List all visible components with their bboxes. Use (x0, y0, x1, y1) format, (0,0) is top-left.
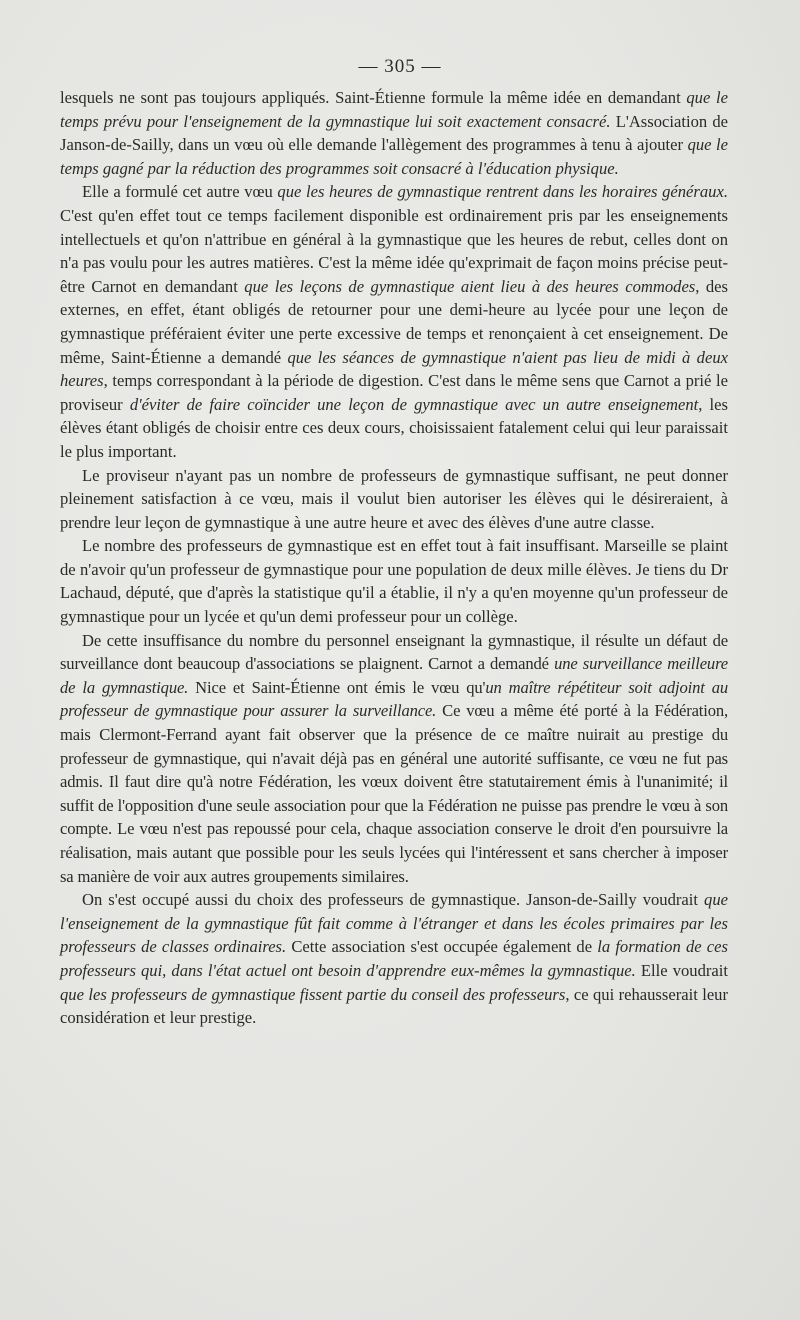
text-run: , ce qui rehausserait leur considération et leur prestige. (60, 984, 729, 1028)
paragraph (60, 464, 728, 535)
text-run: Elle a formulé cet autre vœu (82, 182, 278, 202)
italic-text: que les heures de gymnastique rentrent dans les horaires généraux. (277, 182, 728, 202)
text-run: Le nombre des professeurs de gymnastique est en effet tout à fait insuffisant. Marseille se plaint de n'avoir qu'un professeur de gymnastique pour une population de deux mille élèves. Je tiens du Dr Lachaud, député, que d'après la statistique qu'il a établie, il n'y a qu'en moyenne qu'un professeur de gymnastique pour un lycée et qu'un demi professeur pour un collège. (60, 536, 728, 627)
italic-text: que les leçons de gymnastique aient lieu à des heures commodes (244, 276, 696, 296)
italic-text: que le temps gagné par la réduction des programmes soit consacré à l'éducation physique. (60, 135, 728, 178)
text-run: Ce vœu a même été porté à la Fédération, mais Clermont-Ferrand ayant fait observer que la présence de ce maître nuirait au prestige du professeur de gymnastique, qui n'avait déjà pas en général une autorité suffisante, ce vœu ne fut pas admis. Il faut dire qu'à notre Fédération, les vœux doivent être statutairement émis à l'unanimité; il suffit de l'opposition d'une seule association pour que la Fédération ne puisse pas prendre le vœu à son compte. Le vœu n'est pas repoussé pour cela, chaque association conserve le droit d'en poursuivre la réalisation, mais autant que possible pour les seuls lycées qui l'intéressent et sans chercher à imposer sa manière de voir aux autres groupements similaires. (60, 701, 728, 886)
paragraph (60, 629, 728, 889)
text-run: Cette association s'est occupée également de (286, 937, 598, 957)
text-run: , les élèves étant obligés de choisir entre ces deux cours, choisissaient fatalement celui qui leur paraissait le plus important. (60, 394, 728, 461)
text-run: Elle voudrait (635, 960, 728, 980)
italic-text: que les professeurs de gymnastique fissent partie du conseil des professeurs (60, 984, 566, 1004)
text-run: , temps correspondant à la période de digestion. C'est dans le même sens que Carnot a prié le proviseur (60, 371, 728, 414)
italic-text: que l'enseignement de la gymnastique fût fait comme à l'étranger et dans les écoles primaires par les professeurs de classes ordinaires. (60, 890, 728, 957)
text-run: L'Association de Janson-de-Sailly, dans un vœu où elle demande l'allègement des programmes à tenu à ajouter (60, 111, 728, 155)
text-run: C'est qu'en effet tout ce temps facilement disponible est ordinairement pris par les enseignements intellectuels et qu'on n'attribue en général à la gymnastique que les heures de rebut, celles dont on n'a pas voulu pour les autres matières. C'est la même idée qu'exprimait de façon moins précise peut-être Carnot en demandant (60, 205, 728, 296)
paragraph (60, 86, 728, 180)
paragraph (60, 180, 728, 463)
paragraph (60, 888, 728, 1030)
italic-text: que le temps prévu pour l'enseignement de la gymnastique lui soit exactement consacré. (60, 88, 728, 131)
text-run: Le proviseur n'ayant pas un nombre de professeurs de gymnastique suffisant, ne peut donner pleinement satisfaction à ce vœu, mais il voulut bien autoriser les élèves qui le désireraient, à prendre leur leçon de gymnastique à une autre heure et avec des élèves d'une autre classe. (60, 465, 728, 532)
text-run: lesquels ne sont pas toujours appliqués. Saint-Étienne formule la même idée en demandant (60, 88, 687, 107)
text-run: De cette insuffisance du nombre du personnel enseignant la gymnastique, il résulte un défaut de surveillance dont beaucoup d'associations se plaignent. Carnot a demandé (60, 630, 728, 674)
italic-text: une surveillance meilleure de la gymnastique. (60, 654, 728, 697)
italic-text: un maître répétiteur soit adjoint au professeur de gymnastique pour assurer la surveillance. (60, 677, 728, 721)
text-run: , des externes, en effet, étant obligés de retourner pour une demi-heure au lycée pour une leçon de gymnastique préféraient éviter une perte excessive de temps et renonçaient à cet enseignement. De même, Saint-Étienne a demandé (60, 276, 728, 367)
italic-text: la formation de ces professeurs qui, dans l'état actuel ont besoin d'apprendre eux-mêmes la gymnastique. (60, 937, 728, 980)
italic-text: d'éviter de faire coïncider une leçon de gymnastique avec un autre enseignement (129, 394, 699, 414)
text-run: On s'est occupé aussi du choix des professeurs de gymnastique. Janson-de-Sailly voudrait (82, 890, 705, 910)
text-run: Nice et Saint-Étienne ont émis le vœu qu' (188, 677, 486, 697)
italic-text: que les séances de gymnastique n'aient pas lieu de midi à deux heures (60, 347, 728, 391)
body-text (60, 86, 728, 1030)
page-number: — 305 — (358, 56, 442, 77)
paragraph (60, 534, 728, 628)
